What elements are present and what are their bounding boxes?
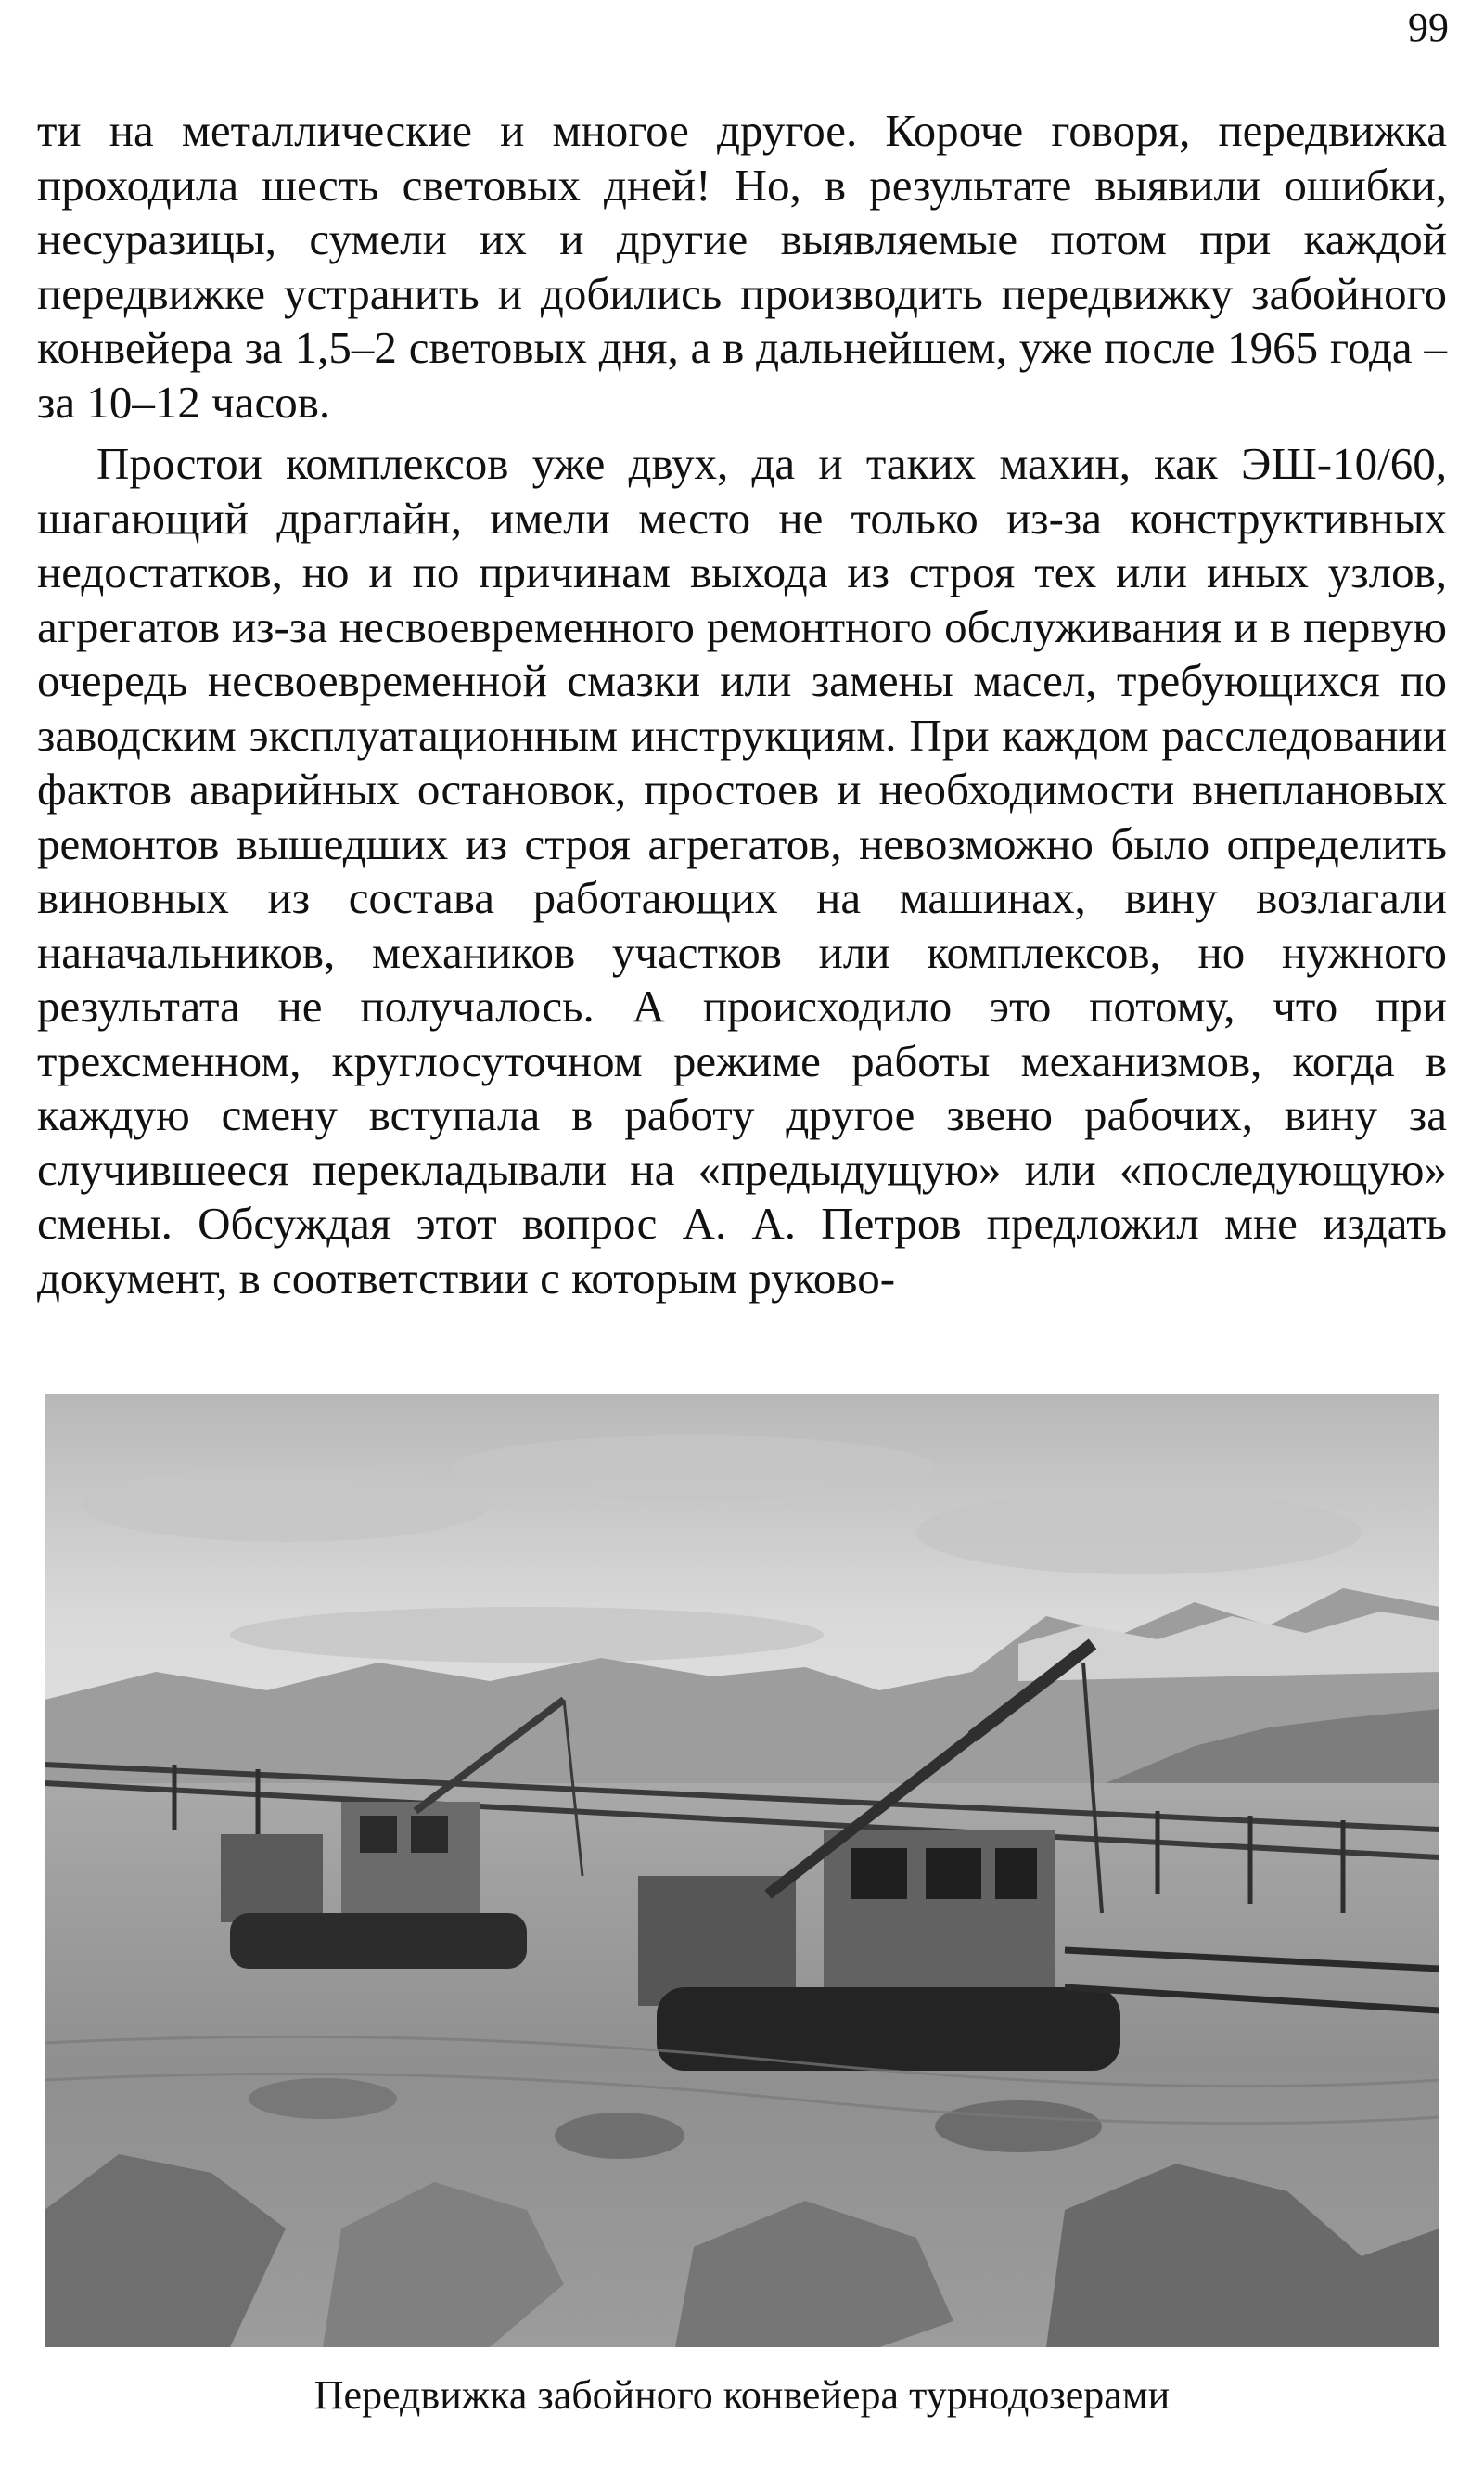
photo-conveyor-tractors xyxy=(45,1394,1439,2347)
paragraph-1: ти на металлические и многое другое. Короче говоря, передвижка проходила шесть световых дней! Но, в результате выявили ошибки, несуразицы, сумели их и другие выявляемые потом при каждой передвижке устранить и добились производить передвижку забойного конвейера за 1,5–2 световых дня, а в дальнейшем, уже после 1965 года – за 10–12 часов. xyxy=(37,105,1447,428)
page-number: 99 xyxy=(1408,5,1449,50)
photo-caption: Передвижка забойного конвейера турнодозерами xyxy=(313,2372,1171,2418)
paragraph-2: Простои комплексов уже двух, да и таких махин, как ЭШ-10/60, шагающий драглайн, имели место не только из-за конструктивных недостатков, но и по причинам выхода из строя тех или иных узлов, агрегатов из-за несвоевременного ремонтного обслуживания и в первую очередь несвоевременной смазки или замены масел, требующихся по заводским эксплуатационным инструкциям. При каждом расследовании фактов аварийных остановок, простоев и необходимости внеплановых ремонтов вышедших из строя агрегатов, невозможно было определить виновных из состава работающих на машинах, вину возлагали наначальников, механиков участков или комплексов, но нужного результата не получалось. А происходило это потому, что при трехсменном, круглосуточном режиме работы механизмов, когда в каждую смену вступала в работу другое звено рабочих, вину за случившееся перекладывали на «предыдущую» или «последующую» смены. Обсуждая этот вопрос А. А. Петров предложил мне издать документ, в соответствии с которым руково- xyxy=(37,438,1447,1304)
body-text xyxy=(37,104,1447,1313)
